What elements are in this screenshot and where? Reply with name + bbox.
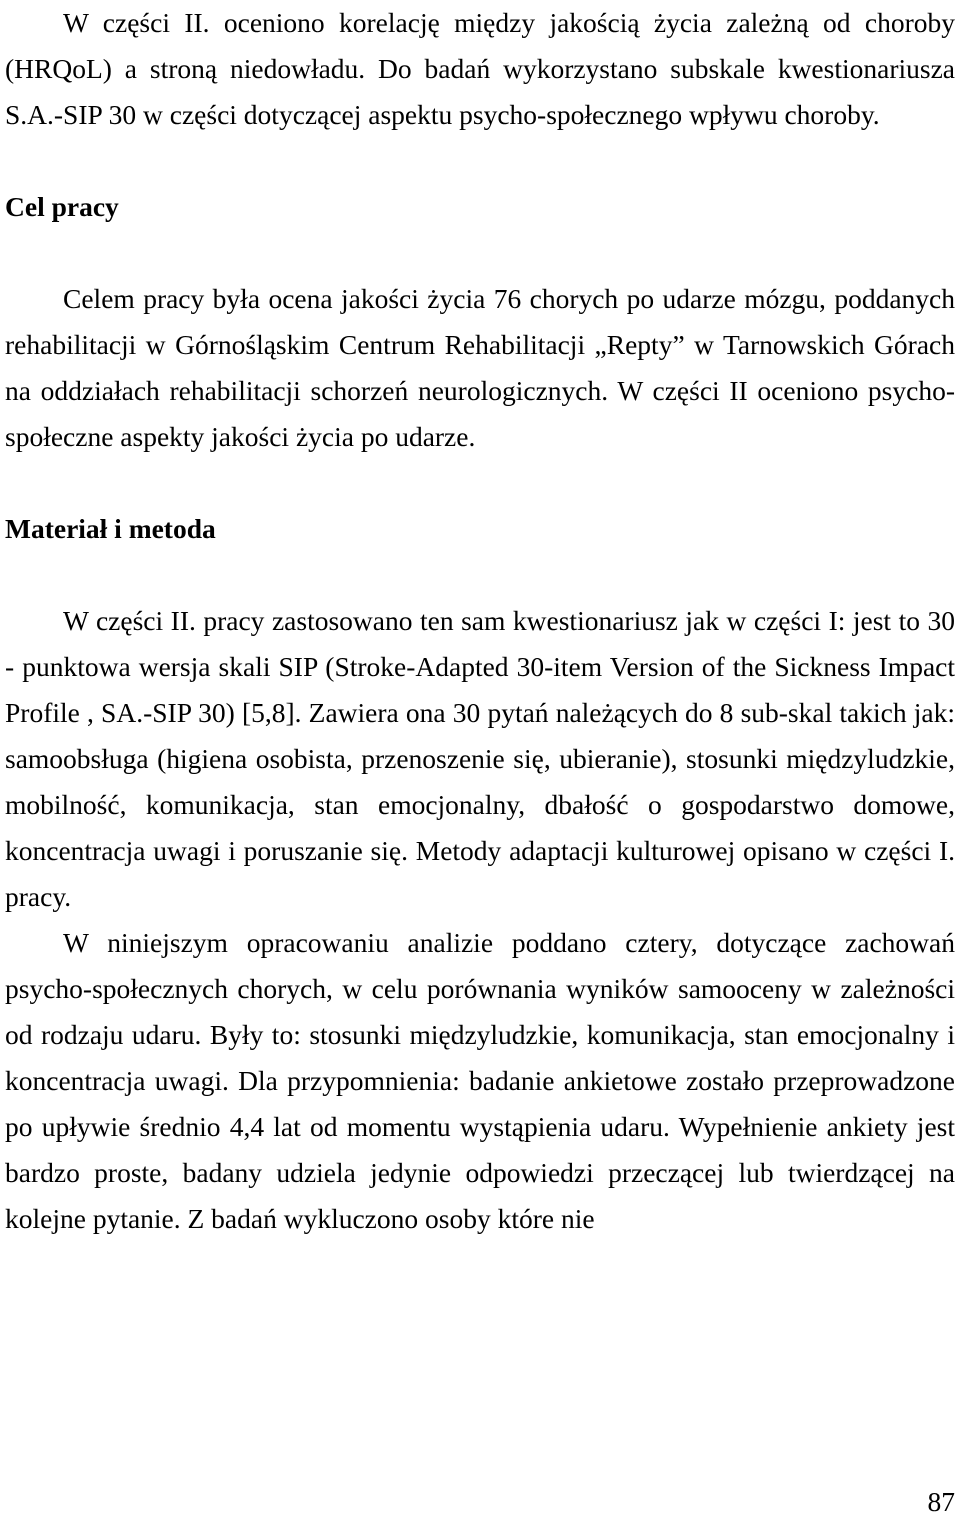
- spacer: [5, 552, 955, 598]
- spacer: [5, 230, 955, 276]
- methods-paragraph-1: W części II. pracy zastosowano ten sam kwestionariusz jak w części I: jest to 30 - punktowa wersja skali SIP (Stroke-Adapted 30-item Version of the Sickness Impact Profile , SA.-SIP 30) [5,8]. Zawiera ona 30 pytań należących do 8 sub-skal takich jak: samoobsługa (higiena osobista, przenoszenie się, ubieranie), stosunki międzyludzkie, mobilność, komunikacja, stan emocjonalny, dbałość o gospodarstwo domowe, koncentracja uwagi i poruszanie się. Metody adaptacji kulturowej opisano w części I. pracy.: [5, 605, 955, 912]
- section-heading-aim: Cel pracy: [5, 191, 119, 222]
- section-heading-methods: Materiał i metoda: [5, 513, 216, 544]
- spacer: [5, 138, 955, 184]
- page-number: 87: [927, 1486, 955, 1517]
- document-page: [5, 0, 955, 1242]
- aim-paragraph: Celem pracy była ocena jakości życia 76 chorych po udarze mózgu, poddanych rehabilitacji w Górnośląskim Centrum Rehabilitacji „Repty” w Tarnowskich Górach na oddziałach rehabilitacji schorzeń neurologicznych. W części II oceniono psycho-społeczne aspekty jakości życia po udarze.: [5, 283, 955, 452]
- intro-paragraph: W części II. oceniono korelację między jakością życia zależną od choroby (HRQoL) a stroną niedowładu. Do badań wykorzystano subskale kwestionariusza S.A.-SIP 30 w części dotyczącej aspektu psycho-społecznego wpływu choroby.: [5, 7, 955, 130]
- spacer: [5, 460, 955, 506]
- methods-paragraph-2: W niniejszym opracowaniu analizie poddano cztery, dotyczące zachowań psycho-społecznych chorych, w celu porównania wyników samooceny w zależności od rodzaju udaru. Były to: stosunki międzyludzkie, komunikacja, stan emocjonalny i koncentracja uwagi. Dla przypomnienia: badanie ankietowe zostało przeprowadzone po upływie średnio 4,4 lat od momentu wystąpienia udaru. Wypełnienie ankiety jest bardzo proste, badany udziela jedynie odpowiedzi przeczącej lub twierdzącej na kolejne pytanie. Z badań wykluczono osoby które nie: [5, 927, 955, 1234]
